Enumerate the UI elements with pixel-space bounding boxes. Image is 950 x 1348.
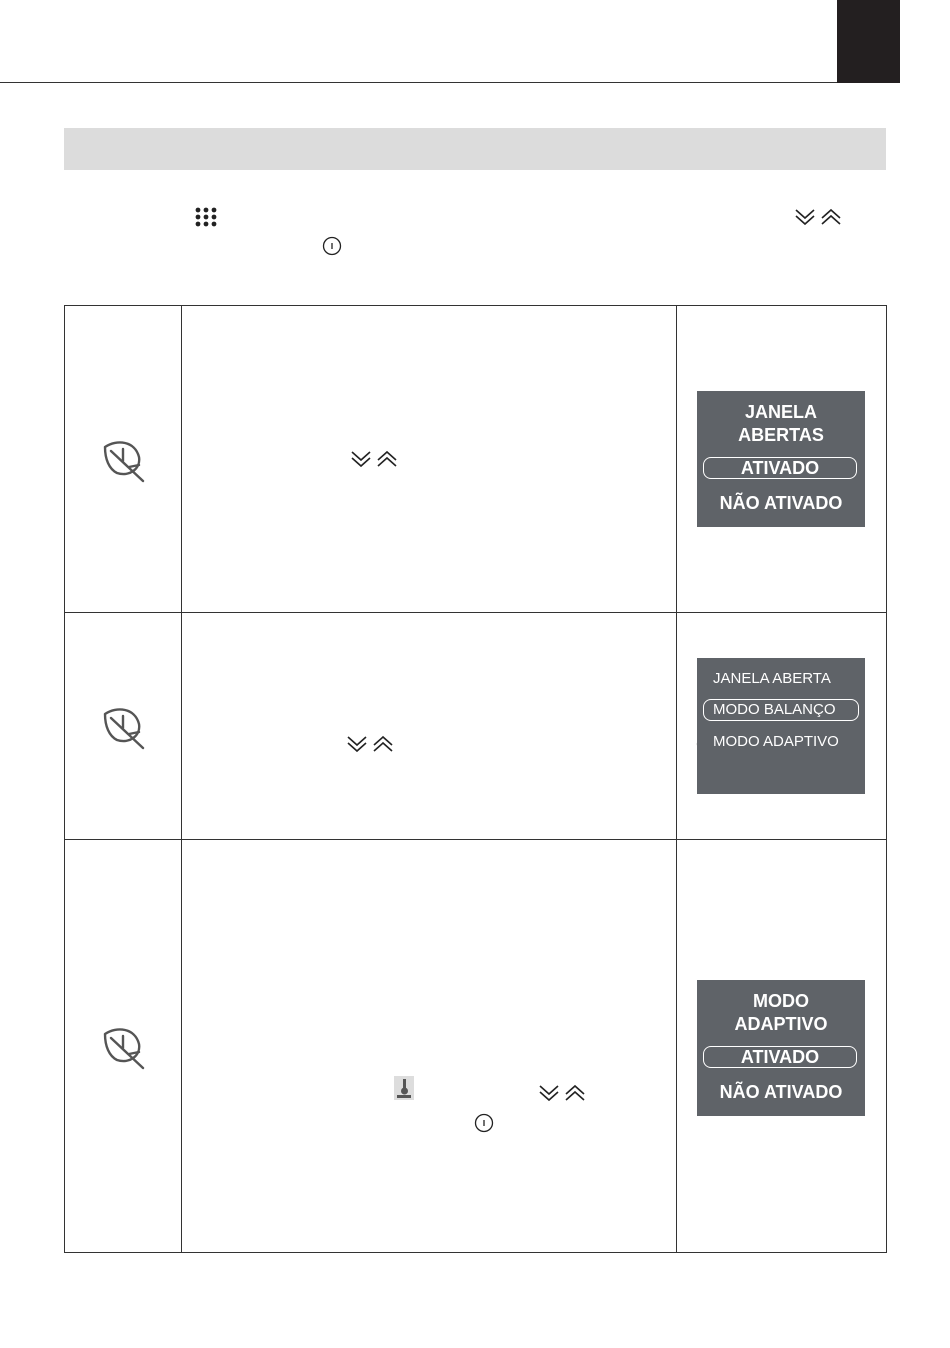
thermometer-hand-icon (394, 1076, 414, 1100)
confirm-button-icon (474, 1113, 494, 1133)
screen-title-line2: ADAPTIVO (734, 1014, 828, 1034)
table-row (65, 306, 887, 613)
screen-title-line2: ABERTAS (738, 425, 824, 445)
menu-item: MODO ADAPTIVO (713, 733, 839, 750)
leaf-eco-icon (99, 702, 147, 750)
screen-title-line1: MODO (753, 991, 809, 1011)
screen-option: NÃO ATIVADO (719, 1082, 843, 1102)
leaf-eco-icon (99, 1022, 147, 1070)
steps-table (64, 305, 887, 1253)
selected-option (703, 457, 857, 479)
header-rule (0, 82, 900, 83)
chevron-double-down-icon (350, 450, 372, 468)
section-title-bar (64, 128, 886, 170)
icon-cell (65, 840, 182, 1253)
chevron-double-up-icon (376, 450, 398, 468)
page-corner-tab (837, 0, 900, 83)
menu-item: JANELA ABERTA (713, 670, 831, 687)
display-cell (677, 306, 887, 613)
display-screen (697, 391, 865, 527)
chevron-double-up-icon (564, 1084, 586, 1102)
display-screen (697, 658, 865, 794)
instruction-cell (182, 613, 677, 840)
table-row (65, 613, 887, 840)
selected-option-label: ATIVADO (740, 1047, 820, 1067)
confirm-button-icon (322, 236, 342, 256)
chevron-double-down-icon (538, 1084, 560, 1102)
screen-option: NÃO ATIVADO (719, 493, 843, 513)
display-screen (697, 980, 865, 1116)
instruction-cell (182, 306, 677, 613)
display-cell (677, 613, 887, 840)
leaf-eco-icon (99, 435, 147, 483)
chevron-double-up-icon (372, 735, 394, 753)
icon-cell (65, 613, 182, 840)
selected-option (703, 1046, 857, 1068)
table-row (65, 840, 887, 1253)
chevron-double-down-icon (794, 208, 816, 226)
selected-option (703, 699, 859, 721)
keypad-grid-icon (195, 207, 217, 227)
chevron-double-up-icon (820, 208, 842, 226)
display-cell (677, 840, 887, 1253)
selected-option-label: ATIVADO (740, 458, 820, 478)
icon-cell (65, 306, 182, 613)
selected-option-label: MODO BALANÇO (713, 701, 836, 718)
screen-title-line1: JANELA (744, 402, 817, 422)
chevron-double-down-icon (346, 735, 368, 753)
instruction-cell (182, 840, 677, 1253)
